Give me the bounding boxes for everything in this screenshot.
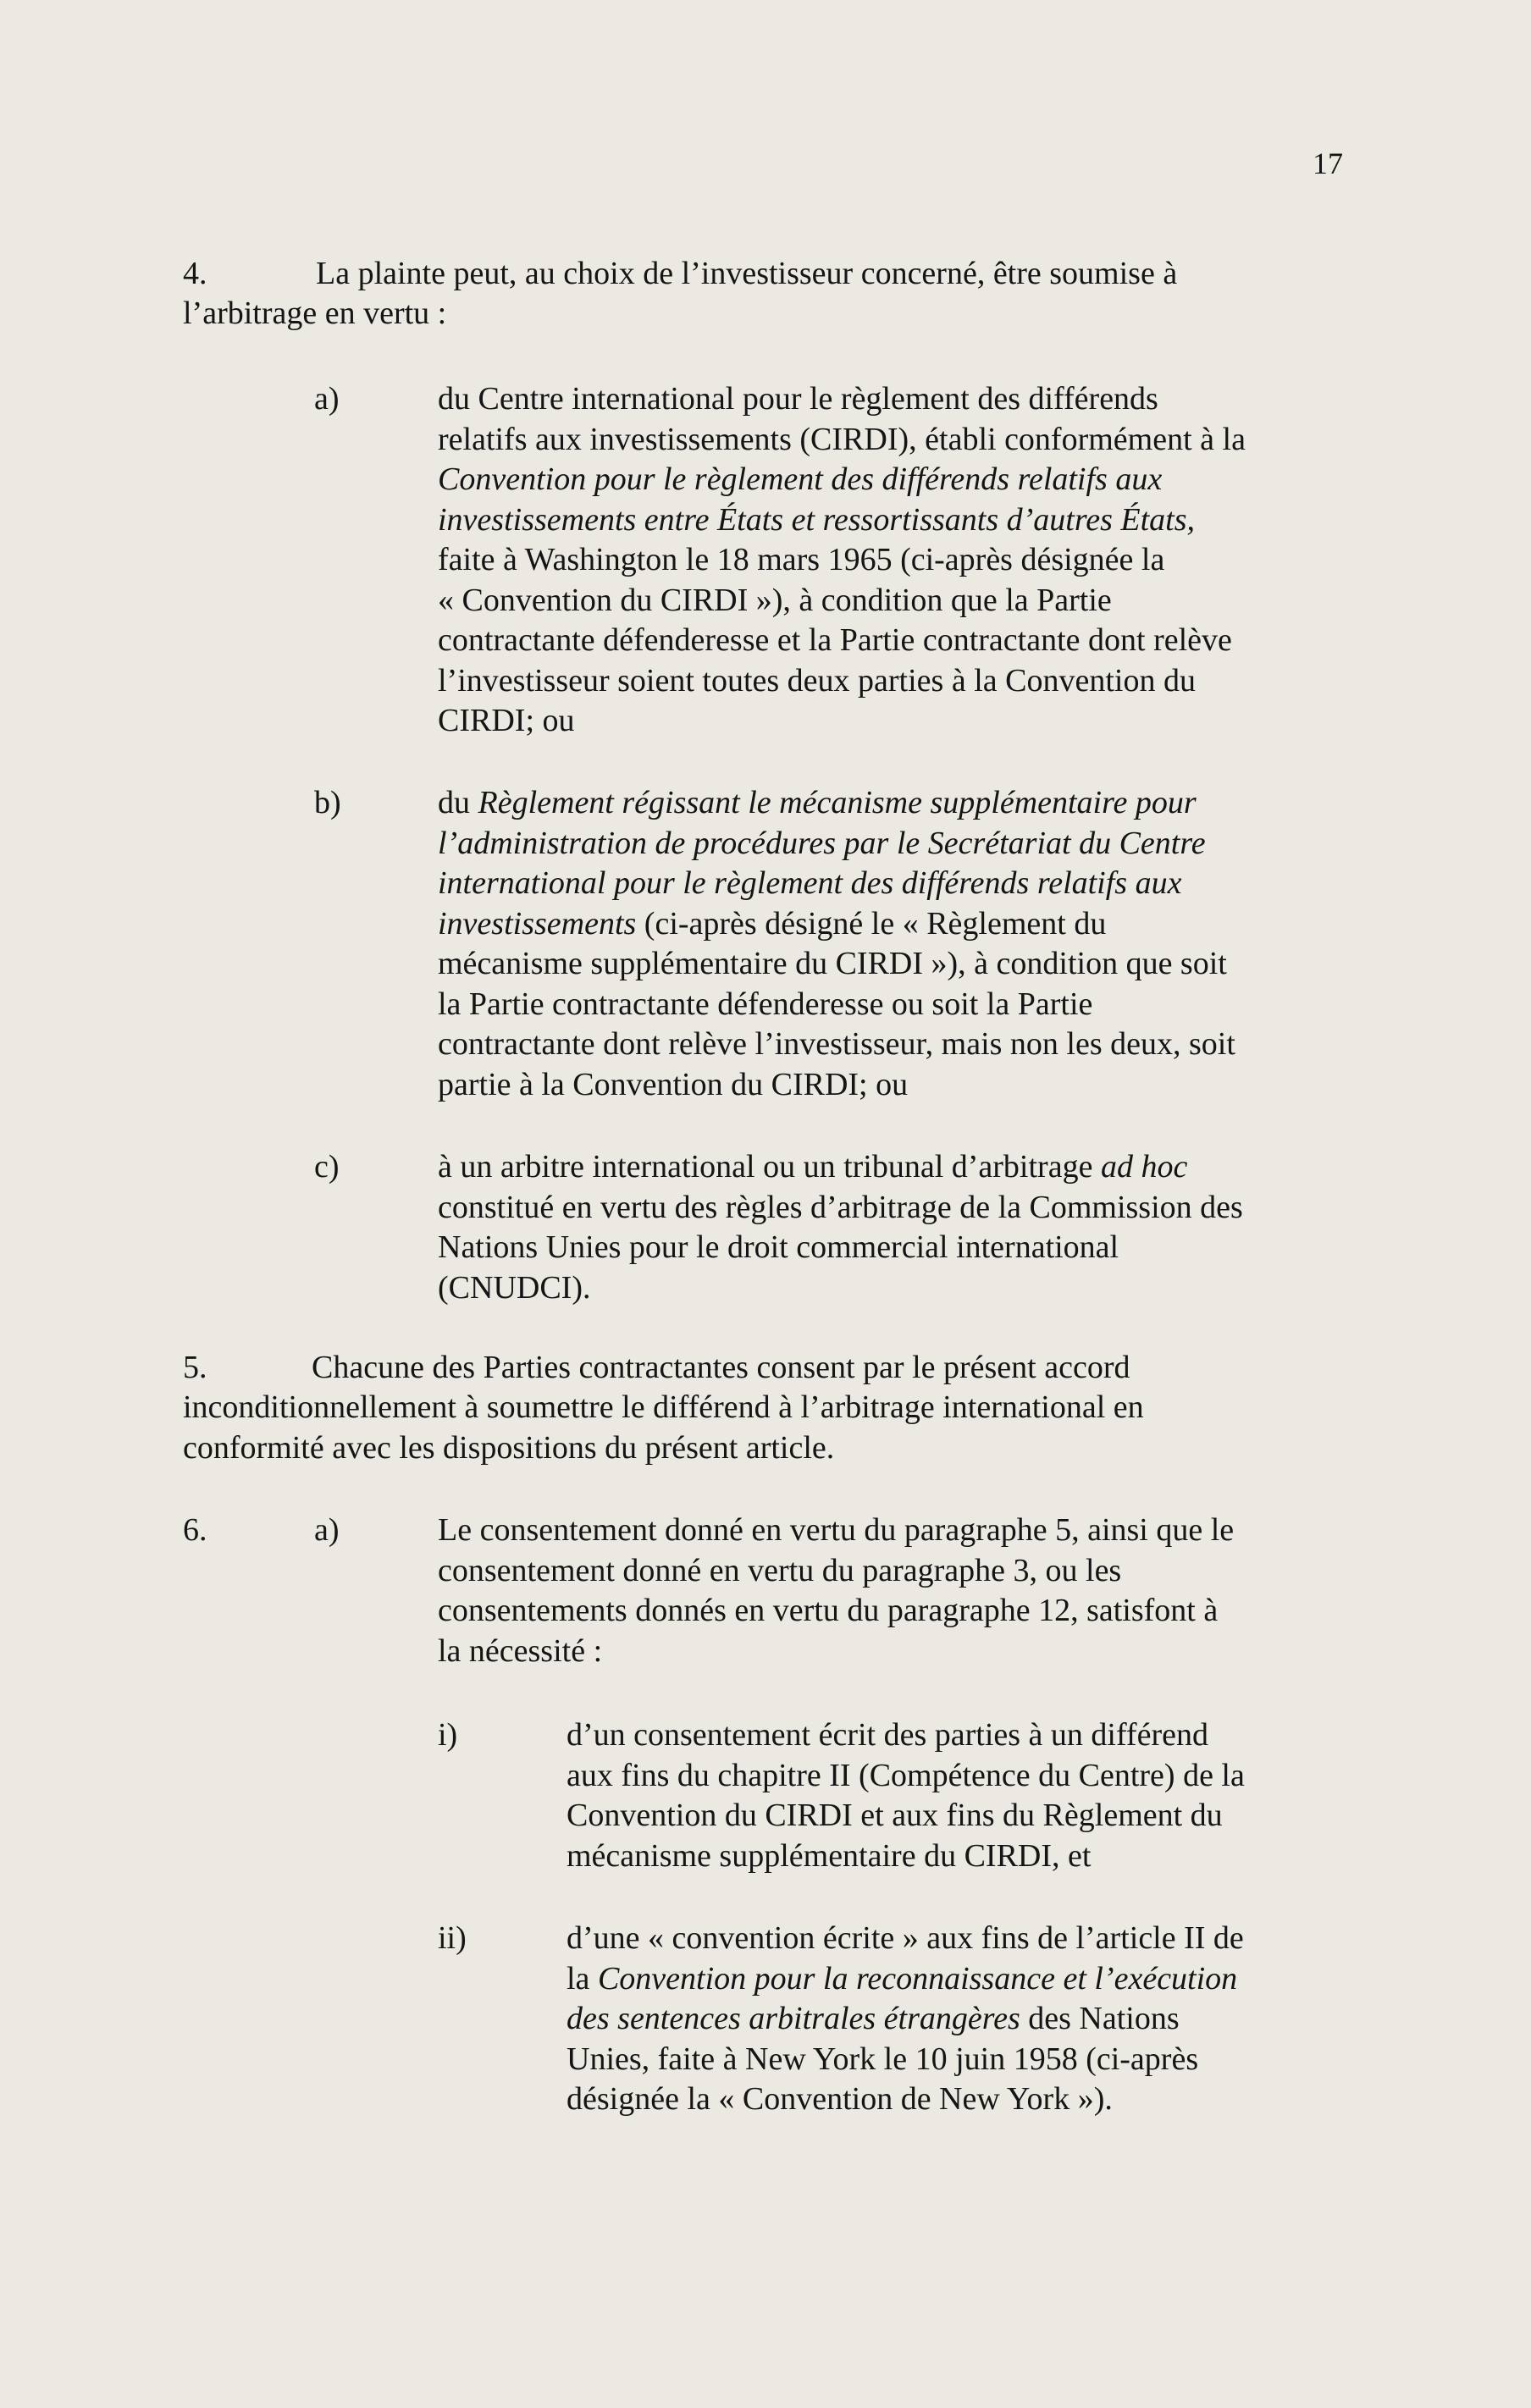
para-4-intro-text-1: La plainte peut, au choix de l’investisseur concerné, être soumise à (316, 256, 1178, 291)
para-6-a-label: a) (314, 1512, 340, 1548)
para-6-a-line: consentement donné en vertu du paragraphe 3, ou les (438, 1552, 1122, 1588)
item-ii-line: désignée la « Convention de New York »). (567, 2081, 1113, 2117)
italic-title: Convention pour la reconnaissance et l’exécution (597, 1960, 1238, 1997)
para-5-line-1 (312, 1348, 1130, 1389)
item-a-text (438, 379, 1246, 742)
italic-title: l’administration de procédures par le Secrétariat du Centre (438, 825, 1206, 861)
para-6-a-text (438, 1511, 1234, 1671)
item-a-line: relatifs aux investissements (CIRDI), établi conformément à la (438, 421, 1246, 457)
item-c-line: Nations Unies pour le droit commercial international (438, 1229, 1119, 1265)
plain-text: (ci-après désigné le « Règlement du (636, 905, 1107, 942)
item-a-line: l’investisseur soient toutes deux parties à la Convention du (438, 662, 1196, 699)
para-6-a-line: la nécessité : (438, 1632, 603, 1669)
plain-text: du (438, 785, 478, 820)
para-5-text-1: Chacune des Parties contractantes consent par le présent accord (312, 1350, 1130, 1385)
item-b-label: b) (314, 785, 341, 820)
para-4-number: 4. (183, 256, 207, 291)
item-i-line: d’un consentement écrit des parties à un différend (567, 1717, 1208, 1753)
para-4-intro-line-1 (316, 254, 1177, 295)
item-ii-line (567, 1999, 1244, 2040)
item-a-line: du Centre international pour le règlement des différends (438, 381, 1158, 417)
item-b-line (438, 864, 1235, 904)
item-ii-line (567, 1959, 1244, 2000)
para-5-text-3: conformité avec les dispositions du présent article. (183, 1429, 835, 1466)
item-ii-line: Unies, faite à New York le 10 juin 1958 (ci-après (567, 2041, 1199, 2077)
item-b-line: la Partie contractante défenderesse ou soit la Partie (438, 986, 1093, 1022)
page-number: 17 (1313, 146, 1343, 180)
italic-title: international pour le règlement des différends relatifs aux (438, 865, 1182, 901)
plain-text: à un arbitre international ou un tribunal d’arbitrage (438, 1149, 1101, 1185)
item-a-line (438, 500, 1246, 541)
item-b-text (438, 783, 1235, 1105)
item-a-line: CIRDI; ou (438, 703, 575, 738)
plain-text: des Nations (1020, 2001, 1180, 2036)
item-b-line: mécanisme supplémentaire du CIRDI »), à condition que soit (438, 946, 1227, 981)
para-5-number: 5. (183, 1350, 207, 1385)
item-a-line: « Convention du CIRDI »), à condition que la Partie (438, 582, 1112, 618)
item-b-line (438, 783, 1235, 824)
italic-title: Règlement régissant le mécanisme supplémentaire pour (478, 785, 1197, 820)
item-c-text (438, 1147, 1243, 1308)
italic-title: Convention pour le règlement des différends relatifs aux (438, 461, 1163, 497)
para-4-intro-line-2 (183, 294, 446, 334)
item-ii-line: d’une « convention écrite » aux fins de l’article II de (567, 1920, 1244, 1956)
item-b-line (438, 904, 1235, 945)
item-b-line (438, 824, 1235, 864)
para-4-intro-text-2: l’arbitrage en vertu : (183, 295, 447, 331)
para-6-a-line: Le consentement donné en vertu du paragraphe 5, ainsi que le (438, 1512, 1235, 1548)
item-a-line: faite à Washington le 18 mars 1965 (ci-après désignée la (438, 542, 1165, 577)
item-i-line: mécanisme supplémentaire du CIRDI, et (567, 1837, 1092, 1874)
plain-text: la (567, 1960, 598, 1997)
item-i-line: aux fins du chapitre II (Compétence du Centre) de la (567, 1757, 1245, 1793)
para-5-text-2: inconditionnellement à soumettre le différend à l’arbitrage international en (183, 1389, 1144, 1425)
item-i-text (567, 1715, 1245, 1876)
para-6-number: 6. (183, 1512, 207, 1548)
item-a-label: a) (314, 381, 340, 417)
para-5-rest (183, 1388, 1144, 1468)
italic-title: investissements entre États et ressortissants d’autres États, (438, 501, 1196, 538)
item-c-line: (CNUDCI). (438, 1269, 591, 1306)
italic-title: investissements (438, 905, 637, 942)
italic-term: ad hoc (1100, 1149, 1188, 1185)
item-ii-label: ii) (438, 1920, 467, 1956)
item-b-line: partie à la Convention du CIRDI; ou (438, 1066, 909, 1102)
item-c-line (438, 1147, 1243, 1188)
item-c-label: c) (314, 1149, 340, 1185)
item-a-line (438, 460, 1246, 500)
item-i-label: i) (438, 1717, 458, 1753)
item-c-line: constitué en vertu des règles d’arbitrage de la Commission des (438, 1189, 1243, 1225)
item-a-line: contractante défenderesse et la Partie contractante dont relève (438, 622, 1232, 658)
item-ii-text (567, 1919, 1244, 2120)
item-i-line: Convention du CIRDI et aux fins du Règlement du (567, 1798, 1223, 1833)
para-6-a-line: consentements donnés en vertu du paragraphe 12, satisfont à (438, 1593, 1219, 1628)
item-b-line: contractante dont relève l’investisseur, mais non les deux, soit (438, 1026, 1235, 1062)
italic-title: des sentences arbitrales étrangères (567, 2001, 1020, 2036)
